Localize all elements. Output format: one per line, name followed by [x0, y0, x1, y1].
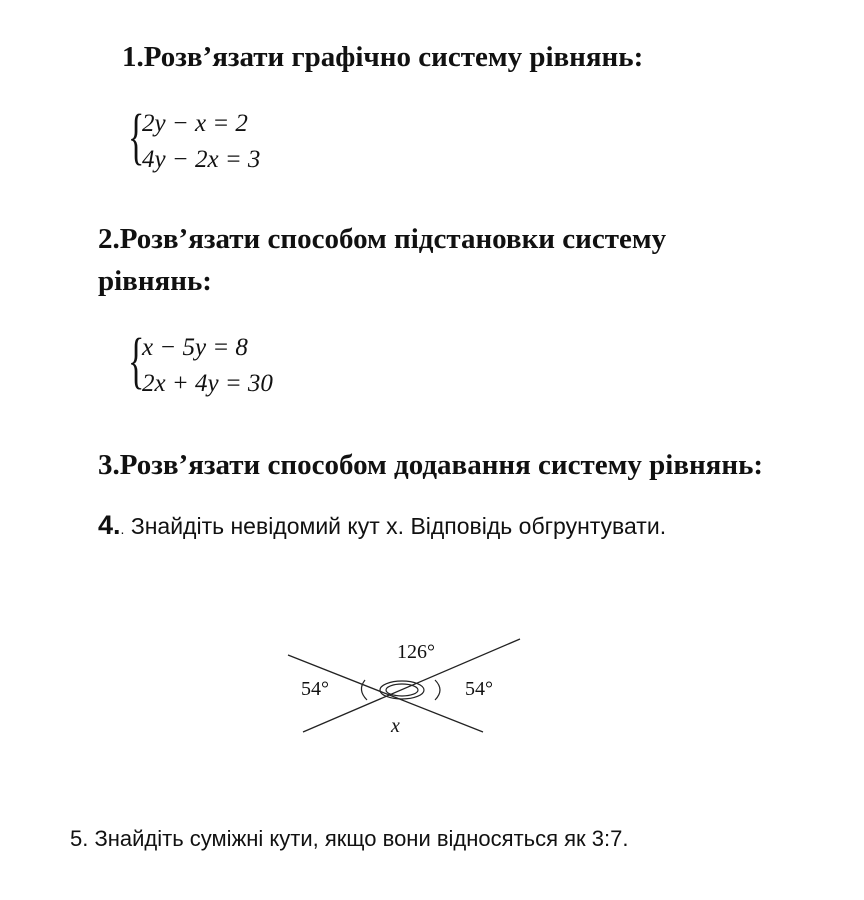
task2-equation-1: x − 5y = 8 [142, 334, 248, 361]
angle-arc-right [435, 680, 440, 700]
task4-text: Знайдіть невідомий кут x. Відповідь обгрунтувати. [130, 513, 667, 539]
task2-title-line1: 2.Розв’язати способом підстановки систему [98, 223, 667, 255]
task1-equation-2: 4y − 2x = 3 [142, 146, 261, 173]
left-brace: { [128, 103, 145, 171]
task3-title: 3.Розв’язати способом додавання систему рівнянь: [98, 449, 764, 481]
left-brace: { [128, 327, 145, 395]
angle-label-x: x [391, 715, 400, 737]
angle-label-right: 54° [465, 678, 493, 700]
angle-arc-left [361, 680, 367, 700]
angle-label-top: 126° [397, 641, 435, 663]
task2-equation-2: 2x + 4y = 30 [142, 370, 273, 397]
task1-title: 1.Розв’язати графічно систему рівнянь: [122, 41, 644, 73]
intersecting-lines-figure [285, 632, 525, 744]
task5-text: 5. Знайдіть суміжні кути, якщо вони відносяться як 3:7. [70, 826, 629, 851]
task4-line: 4.. Знайдіть невідомий кут x. Відповідь обгрунтувати. [98, 510, 667, 540]
task1-equation-system [128, 103, 328, 186]
task4-number: 4. [98, 510, 121, 540]
task2-title-line2: рівнянь: [98, 265, 212, 297]
angle-label-left: 54° [301, 678, 329, 700]
task2-equation-system [128, 327, 328, 410]
task1-equation-1: 2y − x = 2 [142, 110, 248, 137]
